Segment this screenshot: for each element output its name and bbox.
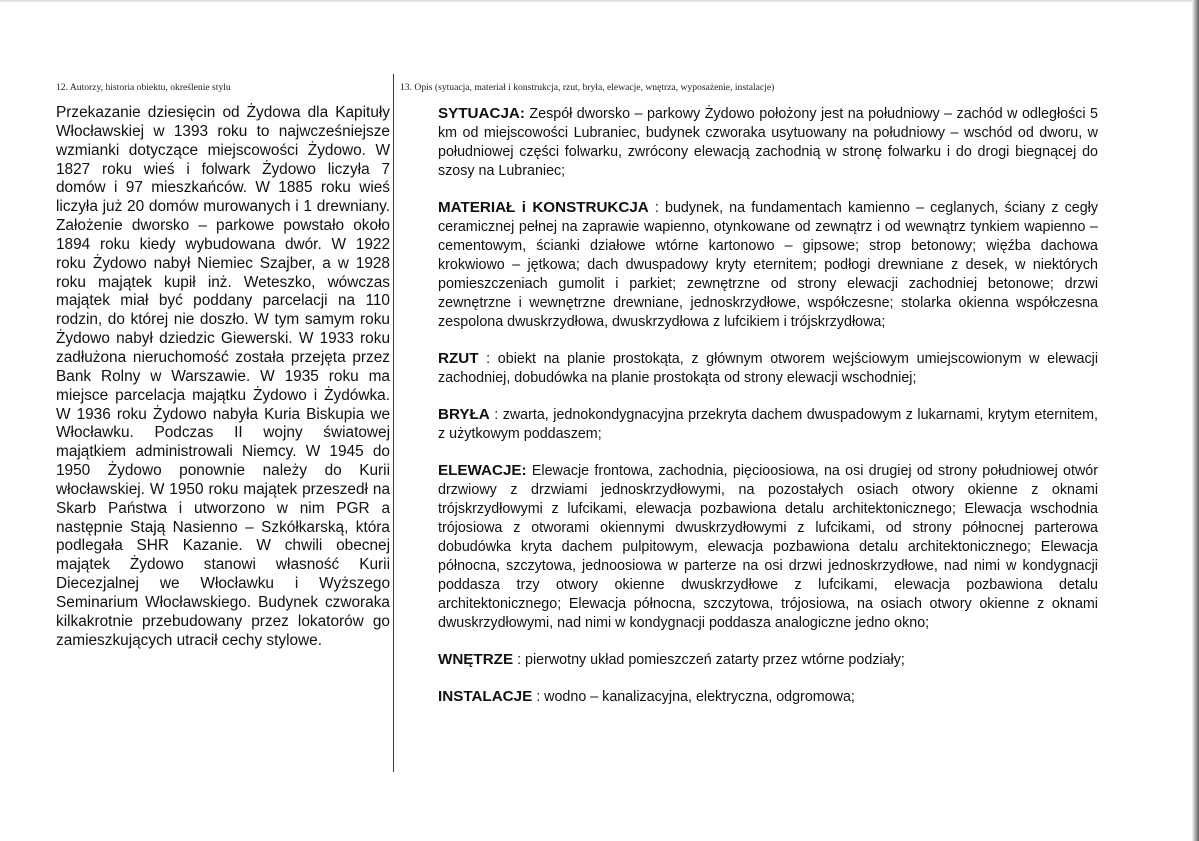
section-label: WNĘTRZE	[438, 651, 514, 668]
history-column	[56, 104, 390, 650]
section-text: : budynek, na fundamentach kamienno – ceglanych, ściany z cegły ceramicznej pełnej na zaprawie wapienno, otynkowane od zewnątrz i od wewnątrz tynkiem wapienno – cementowym, ścianki działowe wtórne kartonowo – gipsowe; strop betonowy; więźba dachowa krokwiowo – jętkowa; dach dwuspadowy kryty eternitem; podłogi drewniane z desek, w niektórych pomieszczeniach gumolit i parkiet; zewnętrzne od strony elewacji zachodniej betonowe; drzwi zewnętrzne i wewnętrzne drewniane, jednoskrzydłowe, współczesne; stolarka okienna współczesna zespolona dwuskrzydłowa, dwuskrzydłowa z lufcikiem i trójskrzydłowa;	[438, 200, 1098, 330]
scan-edge-top	[0, 0, 1199, 3]
section-label: BRYŁA	[438, 406, 490, 423]
description-column	[438, 104, 1098, 724]
section-label: INSTALACJE	[438, 688, 533, 705]
section-text: Elewacje frontowa, zachodnia, pięcioosiowa, na osi drugiej od strony południowej otwór drzwiowy z drzwiami jednoskrzydłowymi, na pozostałych osiach otwory okienne z oknami trójskrzydłowymi z lufcikami, elewacja pozbawiona detalu architektonicznego; Elewacja wschodnia trójosiowa z otworami okiennymi dwuskrzydłowymi z lufcikami, od strony północnej parterowa dobudówka kryta dachem pulpitowym, elewacja pozbawiona detalu architektonicznego; Elewacja północna, szczytowa, jednoosiowa w parterze na osi drzwi jednoskrzydłowe, nad nimi w kondygnacji poddasza trzy otwory okienne dwuskrzydłowe z lufcikami, elewacja pozbawiona detalu architektonicznego; Elewacja północna, szczytowa, trójosiowa, na osiach otwory okienne z oknami dwuskrzydłowymi, nad nimi w kondygnacji poddasza analogiczne jedno okno;	[438, 463, 1098, 631]
section-label: RZUT	[438, 350, 479, 367]
section-text: Zespół dworsko – parkowy Żydowo położony jest na południowy – zachód w odległości 5 km od miejscowości Lubraniec, budynek czworaka usytuowany na południowy – wschód od dworu, w południowej części folwarku, zwrócony elewacją zachodnią w stronę folwarku i do drogi biegnącej do szosy na Lubraniec;	[438, 106, 1098, 179]
column-divider	[393, 74, 394, 772]
right-column-header: 13. Opis (sytuacja, materiał i konstrukcja, rzut, bryła, elewacje, wnętrza, wyposażenie, instalacje)	[400, 82, 775, 93]
history-text: Przekazanie dziesięcin od Żydowa dla Kapituły Włocławskiej w 1393 roku to najwcześniejsze wzmianki dotyczące miejscowości Żydowo. W 1827 roku wieś i folwark Żydowo liczyła 7 domów i 97 mieszkańców. W 1885 roku wieś liczyła już 20 domów murowanych i 1 drewniany. Założenie dworsko – parkowe powstało około 1894 roku kiedy wybudowana dwór. W 1922 roku Żydowo nabył Niemiec Szajber, a w 1928 roku majątek kupił inż. Weteszko, wówczas majątek miał być poddany parcelacji na 110 rodzin, do której nie doszło. W tym samym roku Żydowo nabył dziedzic Giewerski. W 1933 roku zadłużona nieruchomość została przejęta przez Bank Rolny w Warszawie. W 1935 roku ma miejsce parcelacja majątku Żydowo i Żydówka. W 1936 roku Żydowo nabyła Kuria Biskupia we Włocławku. Podczas II wojny światowej majątkiem administrowali Niemcy. W 1945 do 1950 Żydowo ponownie należy do Kurii włocławskiej. W 1950 roku majątek przeszedł na Skarb Państwa i utworzono w nim PGR a następnie Stają Nasienno – Szkółkarską, która podlegała SHR Kazanie. W chwili obecnej majątek Żydowo stanowi własność Kurii Diecezjalnej we Włocławku i Wyższego Seminarium Włocławskiego. Budynek czworaka kilkakrotnie przebudowany przez lokatorów go zamieszkujących utracił cechy stylowe.	[56, 104, 390, 649]
section-wnetrze	[438, 650, 1098, 670]
section-label: MATERIAŁ i KONSTRUKCJA	[438, 199, 649, 216]
section-label: ELEWACJE:	[438, 462, 527, 479]
section-instalacje	[438, 687, 1098, 707]
section-text: : pierwotny układ pomieszczeń zatarty przez wtórne podziały;	[513, 652, 905, 668]
section-rzut	[438, 349, 1098, 388]
section-sytuacja	[438, 104, 1098, 181]
section-text: : obiekt na planie prostokąta, z głównym otworem wejściowym umiejscowionym w elewacji zachodniej, dobudówka na planie prostokąta od strony elewacji wschodniej;	[438, 351, 1098, 386]
section-text: : wodno – kanalizacyjna, elektryczna, odgromowa;	[532, 689, 855, 705]
section-label: SYTUACJA:	[438, 105, 525, 122]
section-elewacje	[438, 461, 1098, 633]
left-column-header: 12. Autorzy, historia obiektu, określenie stylu	[56, 82, 231, 93]
scan-edge-right	[1192, 0, 1199, 841]
section-bryla	[438, 405, 1098, 444]
section-text: : zwarta, jednokondygnacyjna przekryta dachem dwuspadowym z lukarnami, krytym eternitem, z użytkowym poddaszem;	[438, 407, 1098, 442]
section-material	[438, 198, 1098, 332]
